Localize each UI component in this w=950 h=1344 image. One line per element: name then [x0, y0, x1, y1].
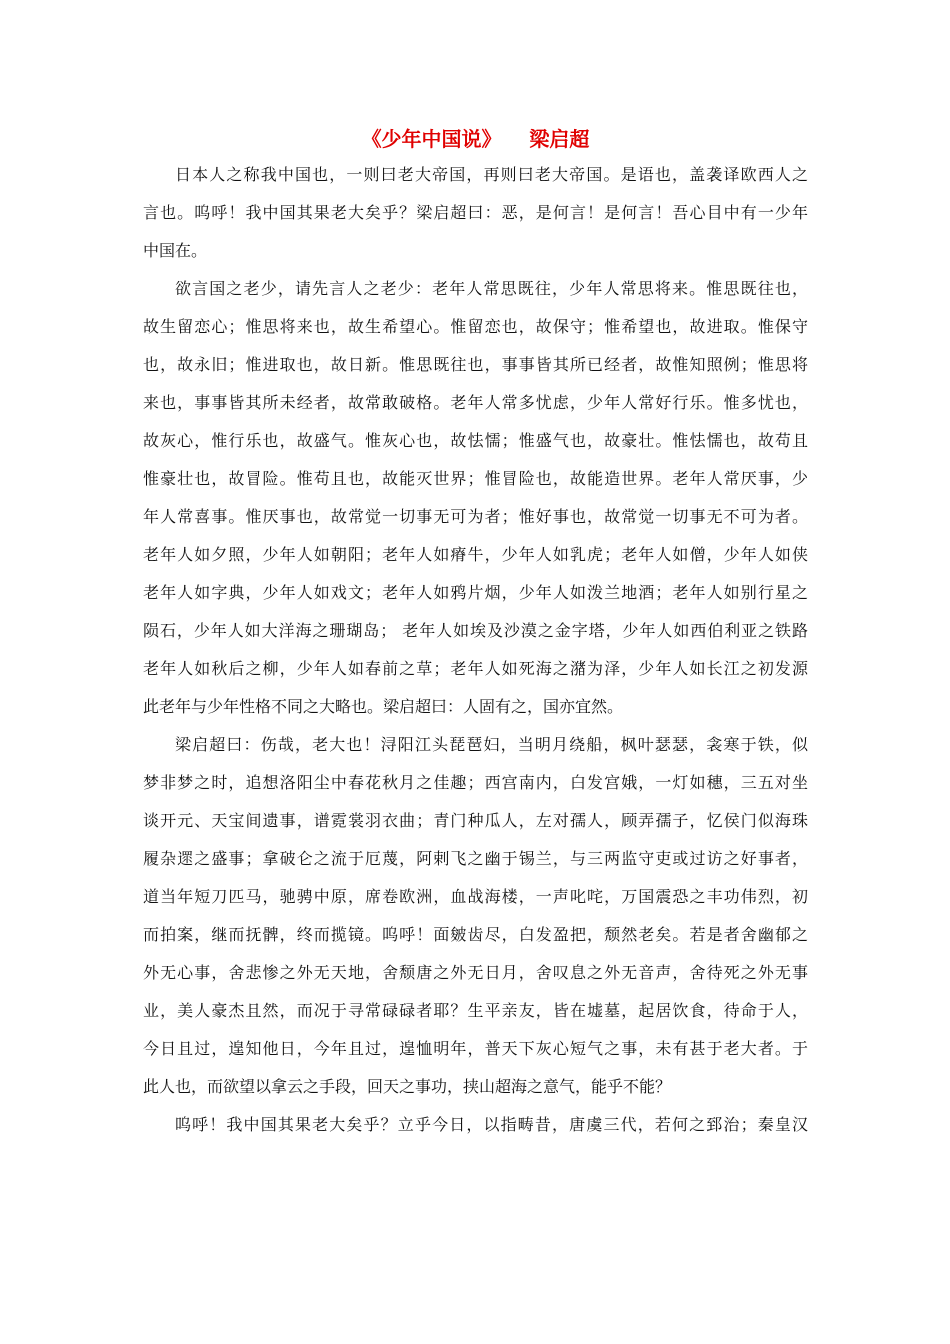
document-title: 《少年中国说》 梁启超 — [361, 127, 590, 151]
text-line: 惟豪壮也，故冒险。惟苟且也，故能灭世界；惟冒险也，故能造世界。老年人常厌事，少 — [143, 469, 808, 488]
text-line: 谈开元、天宝间遗事，谱霓裳羽衣曲；青门种瓜人，左对孺人，顾弄孺子，忆侯门似海珠 — [143, 811, 808, 830]
text-line: 故灰心，惟行乐也，故盛气。惟灰心也，故怯懦；惟盛气也，故豪壮。惟怯懦也，故苟且 — [143, 431, 808, 450]
text-line: 言也。呜呼！我中国其果老大矣乎？梁启超曰：恶，是何言！是何言！吾心目中有一少年 — [143, 203, 808, 222]
text-line: 故生留恋心；惟思将来也，故生希望心。惟留恋也，故保守；惟希望也，故进取。惟保守 — [143, 317, 808, 336]
text-line: 此老年与少年性格不同之大略也。梁启超曰：人固有之，国亦宜然。 — [143, 697, 624, 716]
text-line: 日本人之称我中国也，一则曰老大帝国，再则曰老大帝国。是语也，盖袭译欧西人之 — [175, 165, 808, 184]
text-line: 陨石，少年人如大洋海之珊瑚岛； 老年人如埃及沙漠之金字塔，少年人如西伯利亚之铁路 — [143, 621, 808, 640]
text-line: 今日且过，遑知他日，今年且过，遑恤明年，普天下灰心短气之事，未有甚于老大者。于 — [143, 1039, 808, 1058]
text-line: 业，美人豪杰且然，而况于寻常碌碌者耶？生平亲友，皆在墟墓，起居饮食，待命于人， — [143, 1001, 808, 1020]
text-line: 年人常喜事。惟厌事也，故常觉一切事无可为者；惟好事也，故常觉一切事无不可为者。 — [143, 507, 808, 526]
text-line: 呜呼！我中国其果老大矣乎？立乎今日，以指畴昔，唐虞三代，若何之郅治；秦皇汉 — [175, 1115, 808, 1134]
text-line: 梦非梦之时，追想洛阳尘中春花秋月之佳趣；西宫南内，白发宫娥，一灯如穗，三五对坐 — [143, 773, 808, 792]
text-line: 外无心事，舍悲惨之外无天地，舍颓唐之外无日月，舍叹息之外无音声，舍待死之外无事 — [143, 963, 808, 982]
text-line: 老年人如秋后之柳，少年人如春前之草；老年人如死海之潴为泽，少年人如长江之初发源 — [143, 659, 808, 678]
text-line: 欲言国之老少，请先言人之老少：老年人常思既往，少年人常思将来。惟思既往也， — [175, 279, 808, 298]
text-line: 而拍案，继而抚髀，终而揽镜。呜呼！面皴齿尽，白发盈把，颓然老矣。若是者舍幽郁之 — [143, 925, 808, 944]
text-line: 老年人如字典，少年人如戏文；老年人如鸦片烟，少年人如泼兰地酒；老年人如别行星之 — [143, 583, 808, 602]
document-page — [143, 122, 808, 1144]
text-line: 老年人如夕照，少年人如朝阳；老年人如瘠牛，少年人如乳虎；老年人如僧，少年人如侠 — [143, 545, 808, 564]
body-text — [143, 156, 808, 1144]
text-line: 梁启超曰：伤哉，老大也！浔阳江头琵琶妇，当明月绕船，枫叶瑟瑟，衾寒于铁，似 — [175, 735, 808, 754]
text-line: 来也，事事皆其所未经者，故常敢破格。老年人常多忧虑，少年人常好行乐。惟多忧也， — [143, 393, 808, 412]
text-line: 道当年短刀匹马，驰骋中原，席卷欧洲，血战海楼，一声叱咤，万国震恐之丰功伟烈，初 — [143, 887, 808, 906]
text-line: 也，故永旧；惟进取也，故日新。惟思既往也，事事皆其所已经者，故惟知照例；惟思将 — [143, 355, 808, 374]
text-line: 履杂遝之盛事；拿破仑之流于厄蔑，阿剌飞之幽于锡兰，与三两监守吏或过访之好事者， — [143, 849, 808, 868]
text-line: 此人也，而欲望以拿云之手段，回天之事功，挟山超海之意气，能乎不能？ — [143, 1077, 672, 1096]
text-line: 中国在。 — [143, 241, 208, 260]
